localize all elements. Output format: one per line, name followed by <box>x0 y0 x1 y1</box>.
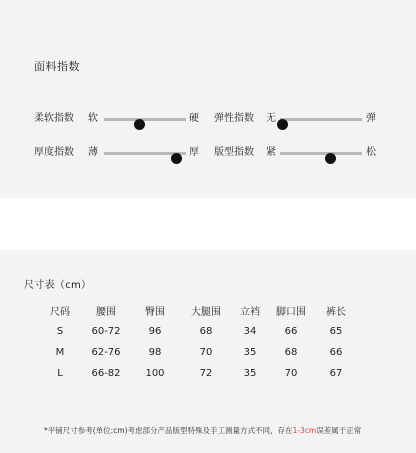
rise-cell: 35 <box>243 368 257 379</box>
note-prefix: *平铺尺寸参考(单位:cm)考虑部分产品版型特殊及手工测量方式不同，存在 <box>44 426 293 435</box>
table-row <box>40 342 356 363</box>
waist-cell: 60-72 <box>91 326 121 337</box>
fit-index <box>214 146 384 160</box>
thigh-cell: 72 <box>199 368 213 379</box>
fit-track <box>280 152 362 155</box>
thickness-index <box>34 146 204 160</box>
measurement-note <box>44 425 361 436</box>
fit-high-label: 松 <box>366 147 376 158</box>
length-cell: 66 <box>329 347 343 358</box>
size-chart-title: 尺寸表（cm） <box>24 280 92 291</box>
thigh-cell: 70 <box>199 347 213 358</box>
thickness-knob <box>171 153 182 164</box>
hip-cell: 96 <box>148 326 162 337</box>
thickness-label: 厚度指数 <box>34 147 74 158</box>
note-range: 1-3cm <box>292 426 317 435</box>
softness-low-label: 软 <box>88 113 98 124</box>
hem-cell: 66 <box>284 326 298 337</box>
fit-low-label: 紧 <box>266 147 276 158</box>
thickness-track <box>104 152 186 155</box>
elasticity-knob <box>277 119 288 130</box>
softness-track <box>104 118 186 121</box>
hip-cell: 100 <box>145 368 165 379</box>
hem-cell: 70 <box>284 368 298 379</box>
header-thigh: 大腿围 <box>191 307 221 318</box>
elasticity-index <box>214 112 384 126</box>
header-length: 裤长 <box>326 307 346 318</box>
size-cell: L <box>57 368 63 379</box>
thigh-cell: 68 <box>199 326 213 337</box>
fabric-index-title: 面料指数 <box>34 60 80 73</box>
table-row <box>40 321 356 342</box>
size-table-header-row <box>40 300 356 321</box>
header-hem: 脚口围 <box>276 307 306 318</box>
length-cell: 67 <box>329 368 343 379</box>
elasticity-high-label: 弹 <box>366 113 376 124</box>
length-cell: 65 <box>329 326 343 337</box>
rise-cell: 35 <box>243 347 257 358</box>
header-hip: 臀围 <box>145 307 165 318</box>
rise-cell: 34 <box>243 326 257 337</box>
header-rise: 立裆 <box>240 307 260 318</box>
elasticity-track <box>280 118 362 121</box>
softness-knob <box>134 119 145 130</box>
elasticity-low-label: 无 <box>266 113 276 124</box>
table-row <box>40 363 356 384</box>
waist-cell: 62-76 <box>91 347 121 358</box>
fit-knob <box>325 153 336 164</box>
waist-cell: 66-82 <box>91 368 121 379</box>
fit-label: 版型指数 <box>214 147 254 158</box>
note-suffix: 误差属于正常 <box>316 426 362 435</box>
header-size: 尺码 <box>50 307 70 318</box>
hip-cell: 98 <box>148 347 162 358</box>
elasticity-label: 弹性指数 <box>214 113 254 124</box>
size-table <box>40 300 356 384</box>
thickness-high-label: 厚 <box>189 147 199 158</box>
softness-index <box>34 112 204 126</box>
softness-label: 柔软指数 <box>34 113 74 124</box>
size-cell: S <box>56 326 64 337</box>
fabric-index-panel <box>0 0 416 198</box>
size-cell: M <box>55 347 65 358</box>
header-waist: 腰围 <box>96 307 116 318</box>
hem-cell: 68 <box>284 347 298 358</box>
thickness-low-label: 薄 <box>88 147 98 158</box>
softness-high-label: 硬 <box>189 113 199 124</box>
